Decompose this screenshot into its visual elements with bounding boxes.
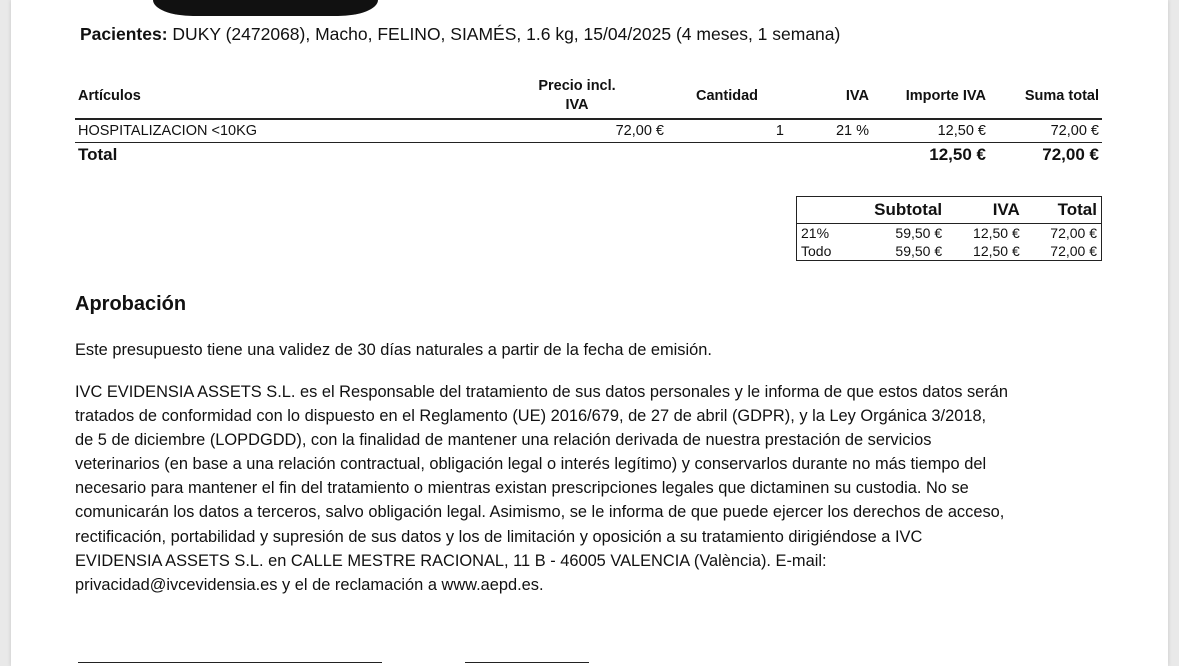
col-articulos: Artículos xyxy=(75,74,487,119)
privacy-line: tratados de conformidad con lo dispuesto en el Reglamento (UE) 2016/679, de 27 de abril (GDPR), y la Ley Orgánica 3/2018, xyxy=(75,407,987,426)
col-precio xyxy=(487,74,667,119)
col-importe-iva: Importe IVA xyxy=(872,74,989,119)
patient-info xyxy=(80,24,840,45)
summary-subtotal: 59,50 € xyxy=(895,225,943,241)
cell-precio: 72,00 € xyxy=(487,119,667,143)
total-row xyxy=(75,143,1102,167)
privacy-line: veterinarios (en base a una relación contractual, obligación legal o interés legítimo) y conservarlos durante no más tiempo del xyxy=(75,455,987,474)
privacy-line: comunicarán los datos a terceros, salvo obligación legal. Asimismo, se le informa de que puede ejercer los derechos de acceso, xyxy=(75,503,1005,522)
col-cantidad: Cantidad xyxy=(667,74,787,119)
col-precio-line2: IVA xyxy=(565,97,589,113)
summary-col-subtotal: Subtotal xyxy=(854,197,946,224)
summary-label: 21% xyxy=(801,225,830,241)
summary-row xyxy=(797,242,1102,261)
summary-iva: 12,50 € xyxy=(973,225,1020,241)
signature-line xyxy=(78,662,382,663)
cell-suma-total: 72,00 € xyxy=(989,119,1102,143)
signature-line xyxy=(465,662,589,663)
approval-heading: Aprobación xyxy=(75,293,187,315)
col-suma-total: Suma total xyxy=(989,74,1102,119)
privacy-line: rectificación, portabilidad y supresión de sus datos y los de limitación y oposición a su tratamiento dirigiéndose a IVC xyxy=(75,527,923,546)
summary-header-row xyxy=(797,197,1102,224)
privacy-line: de 5 de diciembre (LOPDGDD), con la finalidad de mantener una relación derivada de nuestra prestación de servicios xyxy=(75,431,932,450)
document-page xyxy=(11,0,1168,666)
patient-label: Pacientes: xyxy=(80,24,168,44)
redaction-mark xyxy=(153,0,378,16)
summary-col-total: Total xyxy=(1024,197,1102,224)
privacy-line: EVIDENSIA ASSETS S.L. en CALLE MESTRE RACIONAL, 11 B - 46005 VALENCIA (València). E-mail: xyxy=(75,551,827,570)
table-row xyxy=(75,119,1102,143)
privacy-line: privacidad@ivcevidensia.es y el de reclamación a www.aepd.es. xyxy=(75,575,544,594)
cell-importe-iva: 12,50 € xyxy=(872,119,989,143)
summary-col-iva: IVA xyxy=(946,197,1024,224)
summary-label: Todo xyxy=(801,243,832,259)
cell-iva: 21 % xyxy=(787,119,872,143)
privacy-paragraph xyxy=(75,380,1115,597)
summary-table xyxy=(796,196,1102,261)
col-precio-line1: Precio incl. xyxy=(538,78,616,94)
total-label: Total xyxy=(78,145,118,164)
patient-value: DUKY (2472068), Macho, FELINO, SIAMÉS, 1.6 kg, 15/04/2025 (4 meses, 1 semana) xyxy=(172,24,841,44)
validity-paragraph: Este presupuesto tiene una validez de 30 días naturales a partir de la fecha de emisión. xyxy=(75,341,712,359)
privacy-line: necesario para mantener el fin del tratamiento o mientras existan prescripciones legales que dictaminen su custodia. No se xyxy=(75,479,969,498)
summary-row xyxy=(797,224,1102,243)
total-importe-iva: 12,50 € xyxy=(929,145,986,164)
total-suma-total: 72,00 € xyxy=(1042,145,1099,164)
summary-total: 72,00 € xyxy=(1050,225,1097,241)
items-table xyxy=(75,74,1102,166)
summary-iva: 12,50 € xyxy=(973,243,1020,259)
summary-total: 72,00 € xyxy=(1050,243,1097,259)
col-iva: IVA xyxy=(787,74,872,119)
summary-subtotal: 59,50 € xyxy=(895,243,943,259)
privacy-line: IVC EVIDENSIA ASSETS S.L. es el Responsable del tratamiento de sus datos personales y le informa de que estos datos serán xyxy=(75,383,1008,401)
items-header-row xyxy=(75,74,1102,119)
cell-cantidad: 1 xyxy=(667,119,787,143)
cell-articulo: HOSPITALIZACION <10KG xyxy=(75,119,487,143)
